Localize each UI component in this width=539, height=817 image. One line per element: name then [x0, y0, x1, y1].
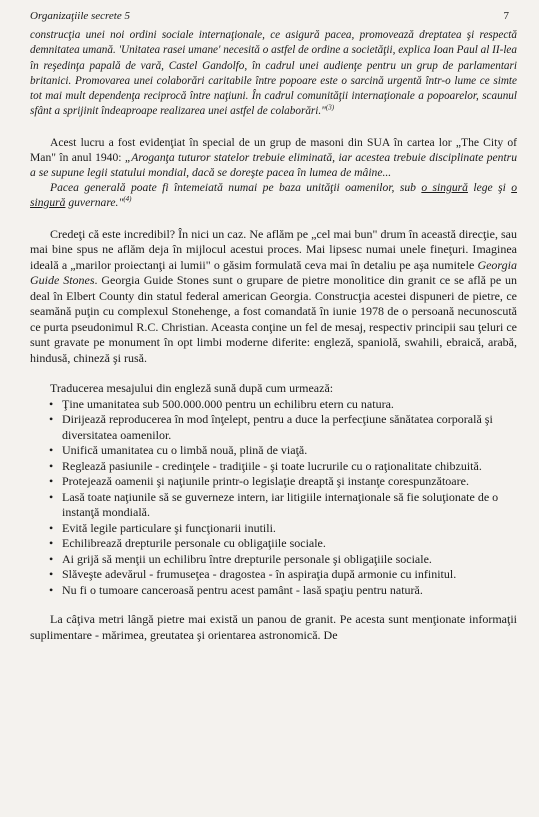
- list-item: [49, 396, 517, 413]
- list-item-text: Evită legile particulare şi funcţionarii inutili.: [62, 520, 276, 535]
- bullet-icon: •: [49, 443, 54, 458]
- bullet-icon: •: [49, 489, 54, 504]
- bullet-icon: •: [49, 582, 54, 597]
- paragraph-3-part-a: Credeţi că este incredibil? În nici un caz. Ne aflăm pe „cel mai bun" drum în această direcţie, sau mai bine spus ne aflăm deja în mijlocul acestui proces. Mai lipsesc numai unele fineţuri. Imaginea ideală a „marilor proiectanţi ai lumii" o găsim formulată ceva mai în detaliu pe aşa numitele: [30, 226, 517, 272]
- list-item-text: Nu fi o tumoare canceroasă pentru acest pamânt - lasă spaţiu pentru natură.: [62, 582, 423, 597]
- list-item: [49, 458, 517, 475]
- underlined-phrase-1: o singură: [421, 180, 468, 194]
- running-header: [30, 10, 509, 24]
- page-body: [30, 28, 517, 643]
- paragraph-guide-stones: [30, 227, 517, 367]
- list-item: [49, 551, 517, 568]
- guide-stones-list: [30, 397, 517, 599]
- list-item-text: Unifică umanitatea cu o limbă nouă, plină de viaţă.: [62, 443, 308, 458]
- list-item-text: Dirijează reproducerea în mod înţelept, pentru a duce la perfecţiune sănătatea corporală şi diversitatea oamenilor.: [62, 412, 493, 442]
- paragraph-2-quote-continued: [30, 180, 517, 210]
- list-item: [49, 489, 517, 521]
- quote-2-part-b: lege şi: [467, 180, 512, 194]
- paragraph-2-lead: Acest lucru a fost evidenţiat în special de un grup de masoni din SUA în cartea lor „The City of Man" în anul 1940:: [30, 135, 517, 164]
- paragraph-granite-panel: [30, 612, 517, 643]
- underlined-phrase-2: o singură: [30, 180, 517, 209]
- quote-1-text: construcţia unei noi ordini sociale internaţionale, ce asigură pacea, promovează dreptatea şi respectă demnitatea umană. 'Unitatea rasei umane' necesită o astfel de ordine a societăţii, explica Ioan Paul al II-lea în reşedinţa papală de vară, Castel Gandolfo, în cadrul unei audienţe pentru un grup de parlamentari britanici. Promovarea unei colaborări caritabile între popoare este o sarcină urgentă într-o lume ce simte tot mai mult dependenţa reciprocă între naţiuni. În cadrul comunităţii internaţionale a popoarelor, scaunul sfânt a sprijinit îndeaproape realizarea unei astfel de colaborări.": [30, 29, 517, 118]
- quote-block-1: [30, 28, 517, 120]
- quote-2-part-a: Pacea generală poate fi întemeiată numai pe baza unităţii oamenilor, sub: [50, 180, 422, 194]
- bullet-icon: •: [49, 396, 54, 411]
- running-title: Organizaţiile secrete 5: [30, 10, 130, 22]
- list-item-text: Slăveşte adevărul - frumuseţea - dragostea - în aspiraţia după armonie cu infinitul.: [62, 567, 457, 582]
- guide-stones-italic: Georgia Guide Stones: [30, 257, 517, 288]
- list-intro: Traducerea mesajului din engleză sună după cum urmează:: [50, 381, 334, 396]
- paragraph-3-part-b: . Georgia Guide Stones sunt o grupare de pietre monolitice din granit ce se află pe un deal în Elbert County din statul federal american Georgia. Construcţia acestei dispuneri de pietre, ce seamănă puţin cu complexul Stonehenge, a fost comandată în iunie 1978 de o persoană necunoscută ce purta pseudonimul R.C. Christian. Aceasta conţine un fel de mesaj, respectiv principii sau ţeluri ce sunt gravate pe monument în opt limbi moderne diferite: engleză, spaniolă, swahili, ebraică, arabă, hindusă, chineză şi rusă.: [30, 273, 518, 365]
- page-number: 7: [503, 10, 509, 22]
- list-item-text: Reglează pasiunile - credinţele - tradiţiile - şi toate lucrurile cu o raţionalitate chibzuită.: [62, 458, 482, 473]
- list-item: [49, 474, 517, 490]
- list-item: [49, 582, 517, 599]
- paragraph-2-quote: „Aroganţa tuturor statelor trebuie eliminată, iar acestea trebuie disciplinate pentru a se supune legii statului mondial, dacă se doreşte pacea în lumea de mâine...: [30, 150, 517, 179]
- footnote-ref-3: (3): [325, 103, 335, 112]
- paragraph-5-text: La câţiva metri lângă pietre mai există un panou de granit. Pe acesta sunt menţionate informaţii suplimentare - mărimea, greutatea şi orientarea astronomică. De: [30, 612, 517, 642]
- bullet-icon: •: [49, 458, 54, 473]
- bullet-icon: •: [49, 551, 54, 566]
- bullet-icon: •: [49, 412, 54, 427]
- list-item: [49, 567, 517, 583]
- list-item: [49, 520, 517, 537]
- bullet-icon: •: [49, 520, 54, 535]
- paragraph-city-of-man: [30, 135, 517, 180]
- bullet-icon: •: [49, 474, 54, 489]
- list-item: [49, 536, 517, 552]
- bullet-icon: •: [49, 536, 54, 551]
- list-item-text: Protejează oamenii şi naţiunile printr-o legislaţie dreaptă şi instanţe corespunzătoare.: [62, 474, 469, 489]
- list-item-text: Ţine umanitatea sub 500.000.000 pentru un echilibru etern cu natura.: [62, 396, 394, 411]
- list-item: [49, 443, 517, 459]
- list-item-text: Lasă toate naţiunile să se guverneze intern, iar litigiile internaţionale să fie soluţionate de o instanţă mondială.: [62, 489, 499, 520]
- list-item: [49, 412, 517, 443]
- list-item-text: Ai grijă să menţii un echilibru între drepturile personale şi obligaţiile sociale.: [62, 551, 432, 566]
- list-item-text: Echilibrează drepturile personale cu obligaţiile sociale.: [62, 536, 326, 551]
- bullet-icon: •: [49, 567, 54, 582]
- quote-2-part-c: guvernare.": [65, 195, 124, 209]
- footnote-ref-4: (4): [123, 194, 132, 203]
